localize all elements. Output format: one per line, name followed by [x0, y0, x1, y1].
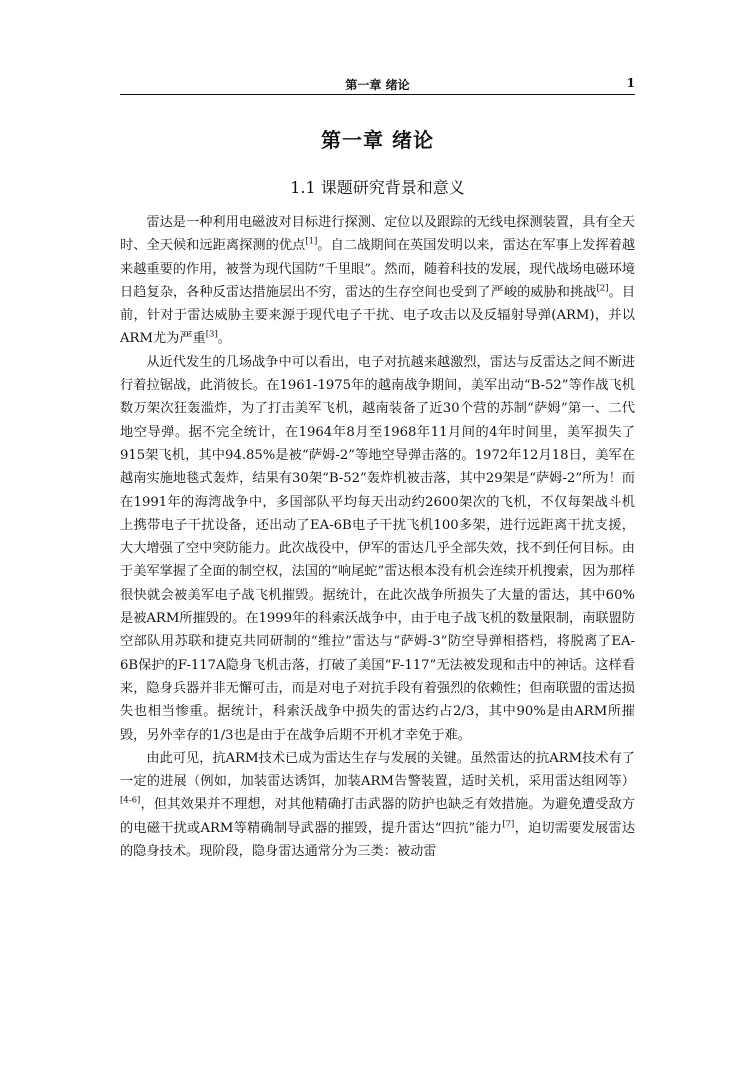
running-header	[120, 72, 635, 95]
citation-ref: [7]	[502, 819, 515, 830]
paragraph-3	[120, 747, 635, 863]
paragraph-text: 。	[217, 331, 231, 347]
body-text	[120, 211, 635, 863]
section-title: 1.1 课题研究背景和意义	[290, 178, 465, 197]
paragraph-text: 。目前，针对于雷达威胁主要来源于现代电子干扰、电子攻击以及反辐射导弹(ARM)，并以ARM尤为严重	[120, 284, 636, 347]
paragraph-2	[120, 351, 635, 747]
citation-ref: [1]	[305, 236, 318, 247]
paragraph-text: 雷达是一种利用电磁波对目标进行探测、定位以及跟踪的无线电探测装置，具有全天时、全天候和远距离探测的优点	[120, 215, 635, 254]
citation-ref: [3]	[205, 330, 218, 341]
paragraph-text: ，迫切需要发展雷达的隐身技术。现阶段，隐身雷达通常分为三类：被动雷	[120, 820, 636, 860]
citation-ref: [2]	[596, 283, 609, 294]
paragraph-text: ，但其效果并不理想，对其他精确打击武器的防护也缺乏有效措施。为避免遭受敌方的电磁干扰或ARM等精确制导武器的摧毁，提升雷达“四抗”能力	[120, 797, 635, 836]
citation-ref: [4-6]	[120, 796, 141, 807]
paragraph-text: 由此可见，抗ARM技术已成为雷达生存与发展的关键。虽然雷达的抗ARM技术有了一定的进展（例如，加装雷达诱饵，加装ARM告警装置，适时关机，采用雷达组网等）	[120, 750, 635, 790]
chapter-title: 第一章 绪论	[321, 128, 434, 152]
paragraph-1	[120, 211, 635, 351]
running-header-title: 第一章 绪论	[345, 78, 410, 92]
paragraph-text: 从近代发生的几场战争中可以看出，电子对抗越来越激烈，雷达与反雷达之间不断进行着拉锯战，此消彼长。在1961-1975年的越南战争期间，美军出动“B-52”等作战飞机数万架次狂轰滥炸，为了打击美军飞机，越南装备了近30个营的苏制“萨姆”第一、二代地空导弹。据不完全统计，在1964年8月至1968年11月间的4年时间里，美军损失了915架飞机，其中94.85%是被“萨姆-2”等地空导弹击落的。1972年12月18日，美军在越南实施地毯式轰炸，结果有30架“B-52”轰炸机被击落，其中29架是“萨姆-2”所为！而在1991年的海湾战争中，多国部队平均每天出动约2600架次的飞机，不仅每架战斗机上携带电子干扰设备，还出动了EA-6B电子干扰飞机100多架，进行远距离干扰支援，大大增强了空中突防能力。此次战役中，伊军的雷达几乎全部失效，找不到任何目标。由于美军掌握了全面的制空权，法国的“响尾蛇”雷达根本没有机会连续开机搜索，因为那样很快就会被美军电子战飞机摧毁。据统计，在此次战争所损失了大量的雷达，其中60%是被ARM所摧毁的。在1999年的科索沃战争中，由于电子战飞机的数量限制，南联盟防空部队用苏联和捷克共同研制的“维拉”雷达与“萨姆-3”防空导弹相搭档，将脱离了EA-6B保护的F-117A隐身飞机击落，打破了美国“F-117”无法被发现和击中的神话。这样看来，隐身兵器并非无懈可击，而是对电子对抗手段有着强烈的依赖性；但南联盟的雷达损失也相当惨重。据统计，科索沃战争中损失的雷达约占2/3，其中90%是由ARM所摧毁，另外幸存的1/3也是由于在战争后期不开机才幸免于难。	[120, 354, 635, 743]
page-number: 1	[626, 76, 635, 90]
paragraph-text: 。自二战期间在英国发明以来，雷达在军事上发挥着越来越重要的作用，被誉为现代国防“千里眼”。然而，随着科技的发展，现代战场电磁环境日趋复杂，各种反雷达措施层出不穷，雷达的生存空间也受到了严峻的威胁和挑战	[120, 238, 636, 300]
